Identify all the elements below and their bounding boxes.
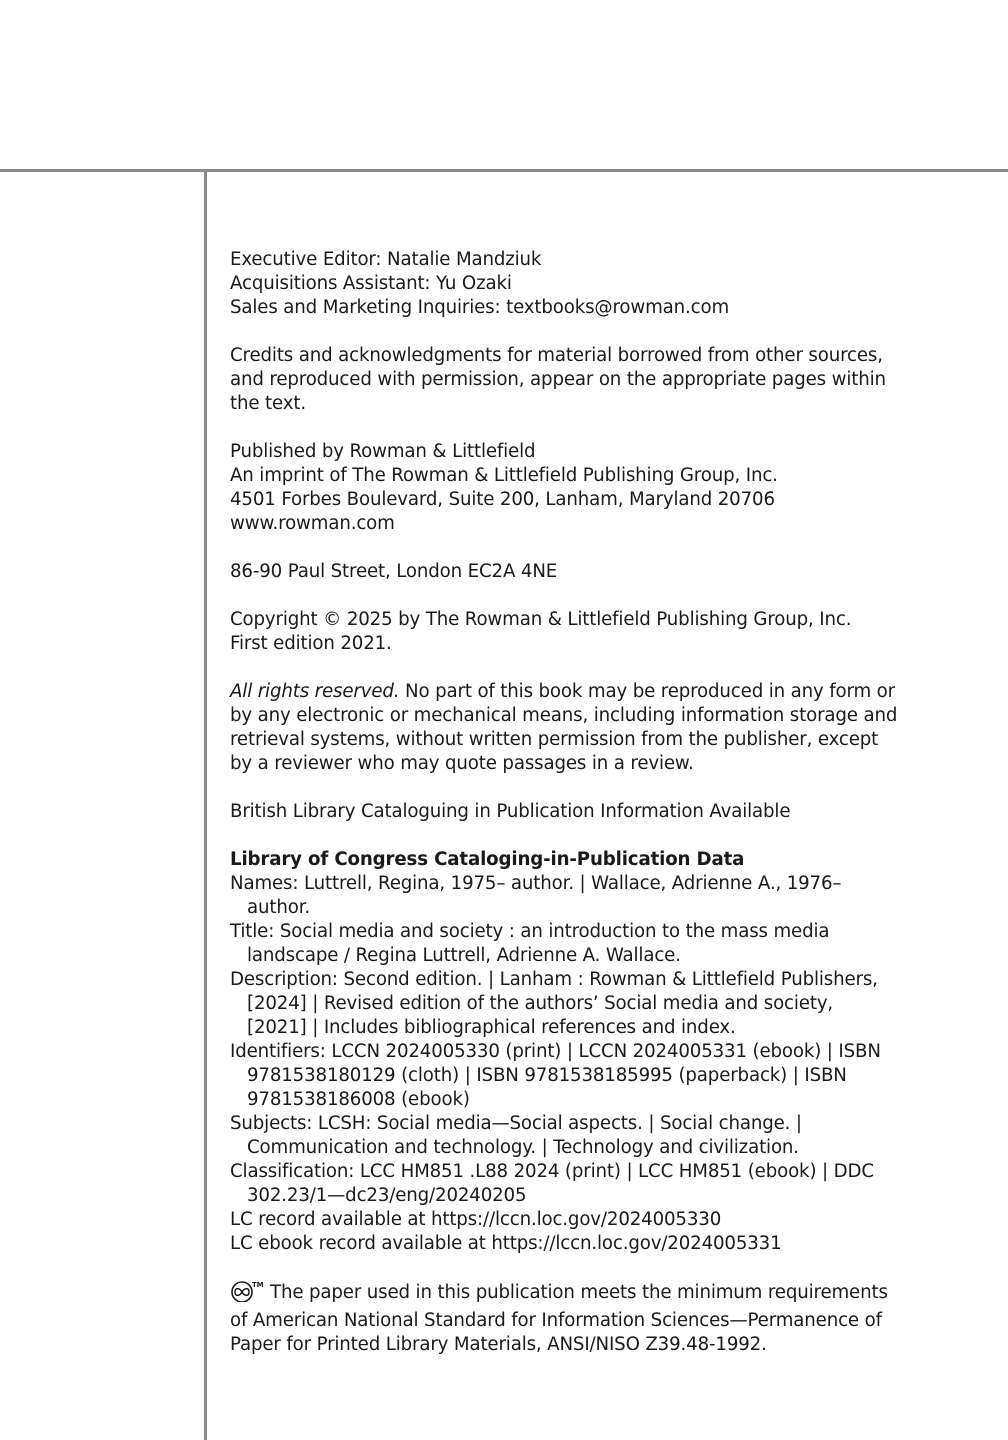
margin-rule — [204, 170, 207, 1440]
acquisitions-assistant: Acquisitions Assistant: Yu Ozaki — [230, 273, 512, 294]
london-address: 86-90 Paul Street, London EC2A 4NE — [230, 561, 558, 582]
cip-classification: Classification: LCC HM851 .L88 2024 (print) | LCC HM851 (ebook) | DDC 302.23/1—dc23/eng/20240205 — [230, 1161, 874, 1206]
first-edition-line: First edition 2021. — [230, 633, 392, 654]
svg-text:TM: TM — [252, 1281, 264, 1289]
imprint-line: An imprint of The Rowman & Littlefield Publishing Group, Inc. — [230, 465, 778, 486]
rights-paragraph — [230, 680, 898, 776]
british-library-line: British Library Cataloguing in Publication Information Available — [230, 801, 791, 822]
permanence-paragraph — [230, 1280, 898, 1357]
executive-editor: Executive Editor: Natalie Mandziuk — [230, 249, 542, 270]
cip-description: Description: Second edition. | Lanham : Rowman & Littlefield Publishers, [2024] | Revised edition of the authors’ Social media and society, [2021] | Includes bibliographical references and index. — [230, 969, 878, 1038]
publisher-line: Published by Rowman & Littlefield — [230, 441, 536, 462]
cip-record: LC record available at https://lccn.loc.gov/2024005330 — [230, 1209, 722, 1230]
address-line: 4501 Forbes Boulevard, Suite 200, Lanham, Maryland 20706 — [230, 489, 775, 510]
sales-inquiries: Sales and Marketing Inquiries: textbooks@rowman.com — [230, 297, 730, 318]
cip-subjects: Subjects: LCSH: Social media—Social aspects. | Social change. | Communication and technology. | Technology and civilization. — [230, 1113, 802, 1158]
cip-ebook-record: LC ebook record available at https://lccn.loc.gov/2024005331 — [230, 1233, 782, 1254]
credits-paragraph: Credits and acknowledgments for material borrowed from other sources, and reproduced with permission, appear on the appropriate pages within the text. — [230, 345, 886, 414]
rights-text: No part of this book may be reproduced in any form or by any electronic or mechanical means, including information storage and retrieval systems, without written permission from the publisher, except by a reviewer who may quote passages in a review. — [230, 681, 898, 774]
cip-heading: Library of Congress Cataloging-in-Publication Data — [230, 849, 745, 870]
website-line: www.rowman.com — [230, 513, 395, 534]
cip-identifiers: Identifiers: LCCN 2024005330 (print) | LCCN 2024005331 (ebook) | ISBN 9781538180129 (cloth) | ISBN 9781538185995 (paperback) | ISBN 9781538186008 (ebook) — [230, 1041, 881, 1110]
permanence-text: The paper used in this publication meets the minimum requirements of American National Standard for Information Sciences—Permanence of Paper for Printed Library Materials, ANSI/NISO Z39.48-1992. — [230, 1282, 888, 1355]
copyright-line: Copyright © 2025 by The Rowman & Littlefield Publishing Group, Inc. — [230, 609, 852, 630]
top-rule — [0, 169, 1008, 172]
rights-lead: All rights reserved. — [230, 681, 400, 702]
copyright-page — [230, 248, 898, 1357]
cip-title: Title: Social media and society : an introduction to the mass media landscape / Regina Luttrell, Adrienne A. Wallace. — [230, 921, 830, 966]
infinity-paper-icon — [230, 1280, 268, 1309]
cip-names: Names: Luttrell, Regina, 1975– author. | Wallace, Adrienne A., 1976– author. — [230, 873, 842, 918]
